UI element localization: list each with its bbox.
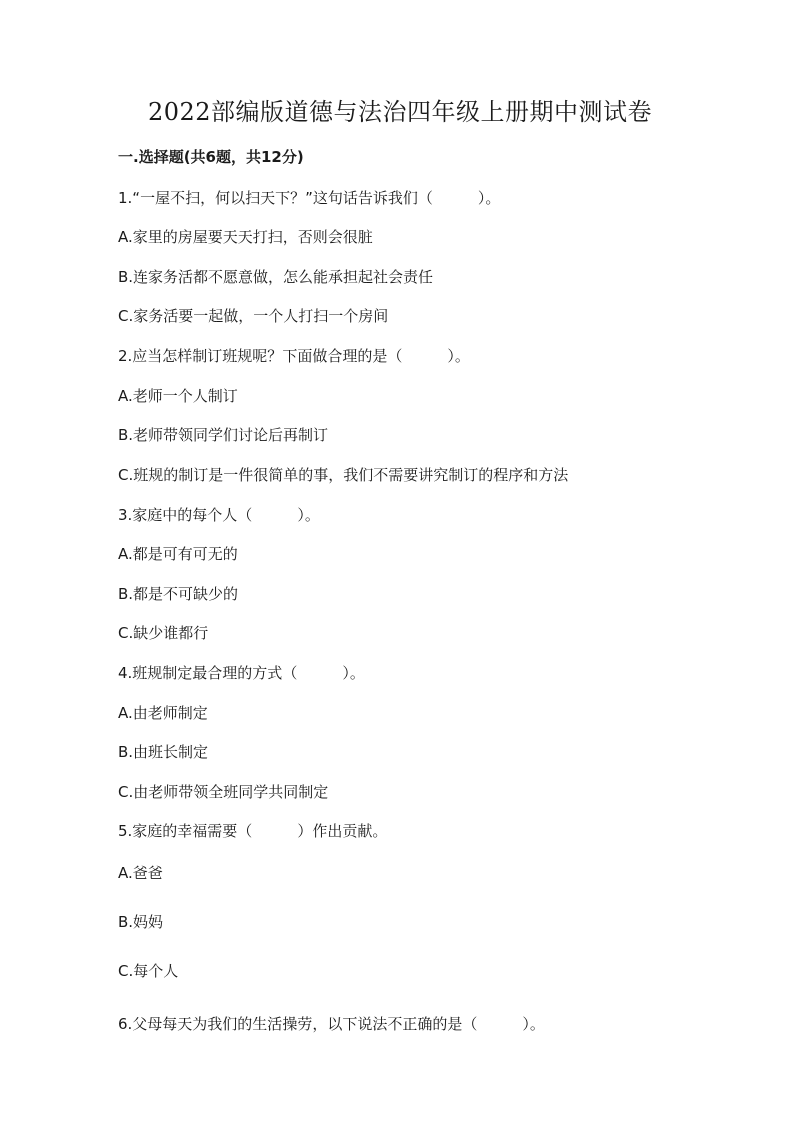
question-1-option-c: C.家务活要一起做，一个人打扫一个房间 [118,307,389,325]
question-2-option-b: B.老师带领同学们讨论后再制订 [118,426,329,444]
question-5: 5.家庭的幸福需要（ ）作出贡献。 [118,822,388,840]
question-5-option-a: A.爸爸 [118,864,163,882]
question-6: 6.父母每天为我们的生活操劳，以下说法不正确的是（ ）。 [118,1015,545,1033]
page-title: 2022部编版道德与法治四年级上册期中测试卷 [147,98,653,126]
question-2-option-c: C.班规的制订是一件很简单的事，我们不需要讲究制订的程序和方法 [118,466,569,484]
question-5-option-b: B.妈妈 [118,913,164,931]
question-2-option-a: A.老师一个人制订 [118,387,238,405]
question-1-option-a: A.家里的房屋要天天打扫，否则会很脏 [118,228,373,246]
question-1: 1.“一屋不扫，何以扫天下？”这句话告诉我们（ ）。 [118,189,501,207]
question-3-option-a: A.都是可有可无的 [118,545,238,563]
question-2: 2.应当怎样制订班规呢？下面做合理的是（ ）。 [118,347,470,365]
question-4: 4.班规制定最合理的方式（ ）。 [118,664,365,682]
question-3-option-b: B.都是不可缺少的 [118,585,239,603]
question-4-option-b: B.由班长制定 [118,743,209,761]
question-3: 3.家庭中的每个人（ ）。 [118,506,320,524]
section-heading: 一.选择题(共6题，共12分) [118,148,304,166]
question-5-option-c: C.每个人 [118,962,179,980]
question-4-option-c: C.由老师带领全班同学共同制定 [118,783,329,801]
question-3-option-c: C.缺少谁都行 [118,624,209,642]
question-1-option-b: B.连家务活都不愿意做，怎么能承担起社会责任 [118,268,434,286]
question-4-option-a: A.由老师制定 [118,704,208,722]
